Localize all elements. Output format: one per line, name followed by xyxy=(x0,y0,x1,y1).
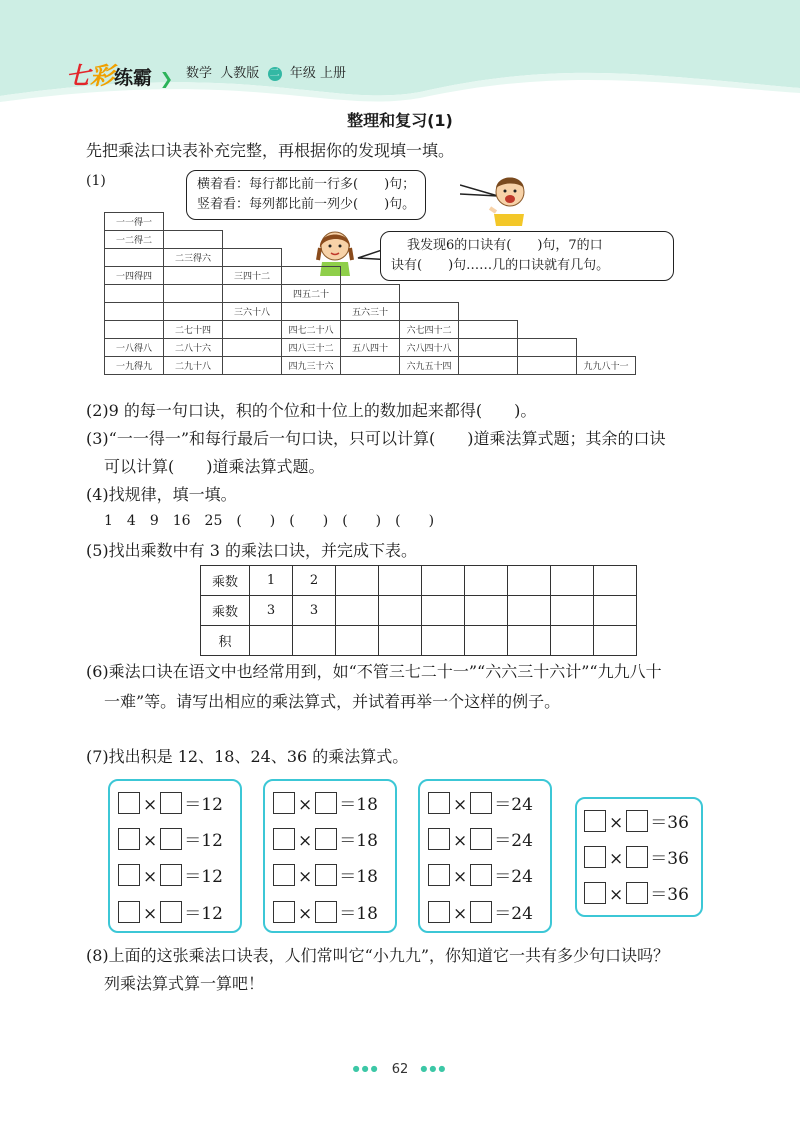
q5-label: (5)找出乘数中有 3 的乘法口诀，并完成下表。 xyxy=(86,541,418,560)
table-row xyxy=(105,285,636,303)
table-cell[interactable]: 二七十四 xyxy=(164,321,223,339)
q5-cell[interactable]: 3 xyxy=(250,596,293,626)
equation-result: ＝36 xyxy=(650,849,689,869)
table-cell[interactable]: 六八四十八 xyxy=(400,339,459,357)
table-cell[interactable] xyxy=(164,303,223,321)
q5-cell[interactable] xyxy=(379,566,422,596)
q5-cell[interactable] xyxy=(508,626,551,656)
times-sign: × xyxy=(298,831,313,851)
subject: 数学 xyxy=(186,66,213,81)
table-row xyxy=(105,321,636,339)
answer-box[interactable] xyxy=(118,864,140,886)
table-cell[interactable] xyxy=(223,321,282,339)
table-empty-space xyxy=(577,321,636,339)
table-empty-space xyxy=(577,267,636,285)
q7-label: (7)找出积是 12、18、24、36 的乘法算式。 xyxy=(86,747,409,766)
page-title: 整理和复习(1) xyxy=(347,111,453,130)
answer-box[interactable] xyxy=(626,846,648,868)
table-cell[interactable]: 五八四十 xyxy=(341,339,400,357)
table-cell[interactable]: 五六三十 xyxy=(341,303,400,321)
table-cell[interactable] xyxy=(341,357,400,375)
equation-result: ＝12 xyxy=(184,831,223,851)
table-empty-space xyxy=(518,285,577,303)
answer-box[interactable] xyxy=(160,828,182,850)
table-empty-space xyxy=(518,267,577,285)
times-sign: × xyxy=(453,867,468,887)
table-empty-space xyxy=(459,267,518,285)
intro-text: 先把乘法口诀表补充完整，再根据你的发现填一填。 xyxy=(86,141,455,160)
q5-cell[interactable] xyxy=(422,626,465,656)
header-background xyxy=(0,0,800,110)
q5-cell[interactable]: 2 xyxy=(293,566,336,596)
q5-row-header: 乘数 xyxy=(201,566,250,596)
table-row xyxy=(105,303,636,321)
multiplication-table-body xyxy=(105,213,636,375)
bubble2-line1: 我发现6的口诀有( )句，7的口 xyxy=(407,238,603,253)
answer-box[interactable] xyxy=(428,792,450,814)
q5-cell[interactable] xyxy=(551,626,594,656)
table-row xyxy=(105,213,636,231)
q5-cell[interactable] xyxy=(336,566,379,596)
table-cell[interactable] xyxy=(105,321,164,339)
brand-char-1: 七 xyxy=(66,62,90,90)
table-empty-space xyxy=(282,213,341,231)
equation-row xyxy=(273,862,378,887)
table-empty-space xyxy=(223,231,282,249)
table-cell[interactable]: 四八三十二 xyxy=(282,339,341,357)
table-cell[interactable] xyxy=(105,249,164,267)
table-cell[interactable]: 三四十二 xyxy=(223,267,282,285)
equation-result: ＝36 xyxy=(650,813,689,833)
times-sign: × xyxy=(453,831,468,851)
q5-cell[interactable] xyxy=(551,596,594,626)
times-sign: × xyxy=(453,904,468,924)
answer-box[interactable] xyxy=(584,882,606,904)
equation-result: ＝24 xyxy=(494,831,533,851)
equation-result: ＝18 xyxy=(339,867,378,887)
equation-result: ＝18 xyxy=(339,831,378,851)
equation-row xyxy=(428,826,533,851)
table-empty-space xyxy=(282,231,341,249)
answer-box[interactable] xyxy=(118,792,140,814)
q5-row-header: 乘数 xyxy=(201,596,250,626)
grade-text: 年级 上册 xyxy=(289,66,346,81)
answer-box[interactable] xyxy=(470,901,492,923)
times-sign: × xyxy=(143,904,158,924)
table-cell[interactable] xyxy=(223,339,282,357)
times-sign: × xyxy=(453,795,468,815)
table-cell[interactable] xyxy=(459,357,518,375)
table-cell[interactable] xyxy=(459,321,518,339)
table-row xyxy=(105,231,636,249)
table-empty-space xyxy=(223,213,282,231)
answer-box[interactable] xyxy=(626,882,648,904)
q4-label: (4)找规律，填一填。 xyxy=(86,485,237,504)
equation-row xyxy=(118,790,223,815)
equation-result: ＝24 xyxy=(494,795,533,815)
table-empty-space xyxy=(518,303,577,321)
table-empty-space xyxy=(577,231,636,249)
answer-box[interactable] xyxy=(160,792,182,814)
table-cell[interactable]: 二八十六 xyxy=(164,339,223,357)
table-empty-space xyxy=(577,339,636,357)
q5-cell[interactable] xyxy=(465,596,508,626)
q5-cell[interactable] xyxy=(551,566,594,596)
table-cell[interactable] xyxy=(459,339,518,357)
equation-row xyxy=(273,790,378,815)
table-cell[interactable] xyxy=(223,249,282,267)
table-cell[interactable]: 四七二十八 xyxy=(282,321,341,339)
equation-result: ＝18 xyxy=(339,904,378,924)
table-cell[interactable]: 一九得九 xyxy=(105,357,164,375)
table-empty-space xyxy=(459,285,518,303)
answer-box[interactable] xyxy=(584,846,606,868)
equation-row xyxy=(118,826,223,851)
table-empty-space xyxy=(400,267,459,285)
dots-right-icon: ●●● xyxy=(420,1064,448,1073)
times-sign: × xyxy=(609,885,624,905)
table-row xyxy=(105,357,636,375)
equation-result: ＝36 xyxy=(650,885,689,905)
table-cell[interactable] xyxy=(223,357,282,375)
table-empty-space xyxy=(577,249,636,267)
q8-line2: 列乘法算式算一算吧！ xyxy=(104,974,265,993)
equation-row xyxy=(118,862,223,887)
table-empty-space xyxy=(459,303,518,321)
q5-row-header: 积 xyxy=(201,626,250,656)
q5-cell[interactable] xyxy=(508,566,551,596)
table-empty-space xyxy=(518,231,577,249)
table-empty-space xyxy=(400,249,459,267)
q5-row xyxy=(201,596,637,626)
table-cell[interactable] xyxy=(518,339,577,357)
table-row xyxy=(105,339,636,357)
answer-box[interactable] xyxy=(273,792,295,814)
table-empty-space xyxy=(459,249,518,267)
answer-box[interactable] xyxy=(470,792,492,814)
q5-cell[interactable] xyxy=(465,566,508,596)
q5-cell[interactable] xyxy=(250,626,293,656)
table-cell[interactable] xyxy=(341,321,400,339)
table-cell[interactable]: 三六十八 xyxy=(223,303,282,321)
times-sign: × xyxy=(298,795,313,815)
times-sign: × xyxy=(609,849,624,869)
times-sign: × xyxy=(143,867,158,887)
table-empty-space xyxy=(518,249,577,267)
equation-result: ＝24 xyxy=(494,867,533,887)
answer-box[interactable] xyxy=(118,828,140,850)
q5-table-body xyxy=(201,566,637,656)
table-row xyxy=(105,249,636,267)
table-empty-space xyxy=(518,213,577,231)
q5-cell[interactable] xyxy=(422,596,465,626)
bubble1-line2: 竖着看：每列都比前一列少( )句。 xyxy=(197,197,416,212)
q5-cell[interactable]: 1 xyxy=(250,566,293,596)
q5-cell[interactable] xyxy=(508,596,551,626)
table-empty-space xyxy=(341,249,400,267)
equation-result: ＝12 xyxy=(184,795,223,815)
table-cell[interactable] xyxy=(518,357,577,375)
table-cell[interactable]: 四九三十六 xyxy=(282,357,341,375)
table-empty-space xyxy=(518,321,577,339)
table-cell[interactable]: 二九十八 xyxy=(164,357,223,375)
equation-result: ＝24 xyxy=(494,904,533,924)
q5-cell[interactable]: 3 xyxy=(293,596,336,626)
times-sign: × xyxy=(143,795,158,815)
answer-box[interactable] xyxy=(160,864,182,886)
q5-cell[interactable] xyxy=(336,596,379,626)
equation-result: ＝12 xyxy=(184,867,223,887)
table-cell[interactable] xyxy=(223,285,282,303)
q8-line1: (8)上面的这张乘法口诀表，人们常叫它“小九九”，你知道它一共有多少句口诀吗？ xyxy=(86,946,670,965)
bubble2-line2: 诀有( )句……几的口诀就有几句。 xyxy=(391,258,610,273)
answer-box[interactable] xyxy=(470,864,492,886)
book-info xyxy=(186,62,346,81)
q5-cell[interactable] xyxy=(594,626,637,656)
grade-badge: 二 xyxy=(269,68,280,79)
brand-name: 练霸 xyxy=(114,67,153,89)
table-cell[interactable]: 一八得八 xyxy=(105,339,164,357)
table-empty-space xyxy=(282,249,341,267)
equation-row xyxy=(584,880,689,905)
q5-row xyxy=(201,566,637,596)
q3-line1: (3)“一一得一”和每行最后一句口诀，只可以计算( )道乘法算式题；其余的口诀 xyxy=(86,429,666,448)
answer-box[interactable] xyxy=(626,810,648,832)
q5-cell[interactable] xyxy=(465,626,508,656)
equation-row xyxy=(584,808,689,833)
table-cell[interactable]: 一二得二 xyxy=(105,231,164,249)
answer-box[interactable] xyxy=(118,901,140,923)
table-cell[interactable] xyxy=(282,267,341,285)
equation-row xyxy=(273,826,378,851)
times-sign: × xyxy=(298,904,313,924)
q2-text: (2)9 的每一句口诀，积的个位和十位上的数加起来都得( )。 xyxy=(86,401,537,420)
table-cell[interactable] xyxy=(105,285,164,303)
equation-result: ＝12 xyxy=(184,904,223,924)
brand-char-2: 彩 xyxy=(90,62,114,90)
table-empty-space xyxy=(341,213,400,231)
q5-table xyxy=(200,565,637,656)
q5-cell[interactable] xyxy=(379,596,422,626)
table-cell[interactable] xyxy=(282,303,341,321)
answer-box[interactable] xyxy=(584,810,606,832)
brand-logo xyxy=(66,56,173,91)
answer-box[interactable] xyxy=(428,828,450,850)
table-cell[interactable]: 一四得四 xyxy=(105,267,164,285)
table-cell[interactable]: 九九八十一 xyxy=(577,357,636,375)
table-empty-space xyxy=(577,303,636,321)
table-empty-space xyxy=(400,285,459,303)
q3-line2: 可以计算( )道乘法算式题。 xyxy=(104,457,325,476)
q5-cell[interactable] xyxy=(594,566,637,596)
answer-box[interactable] xyxy=(428,901,450,923)
table-empty-space xyxy=(164,213,223,231)
table-empty-space xyxy=(400,213,459,231)
times-sign: × xyxy=(143,831,158,851)
table-cell[interactable]: 六七四十二 xyxy=(400,321,459,339)
table-empty-space xyxy=(577,285,636,303)
equation-row xyxy=(428,862,533,887)
page-number: 62 xyxy=(391,1062,409,1077)
table-cell[interactable]: 四五二十 xyxy=(282,285,341,303)
table-cell[interactable] xyxy=(164,285,223,303)
table-empty-space xyxy=(400,231,459,249)
q5-cell[interactable] xyxy=(594,596,637,626)
answer-box[interactable] xyxy=(315,828,337,850)
q5-row xyxy=(201,626,637,656)
equation-row xyxy=(428,899,533,924)
answer-box[interactable] xyxy=(428,864,450,886)
q5-cell[interactable] xyxy=(422,566,465,596)
table-empty-space xyxy=(577,213,636,231)
q5-cell[interactable] xyxy=(379,626,422,656)
equation-result: ＝18 xyxy=(339,795,378,815)
edition: 人教版 xyxy=(220,66,260,81)
table-cell[interactable] xyxy=(400,303,459,321)
table-cell[interactable] xyxy=(164,267,223,285)
times-sign: × xyxy=(609,813,624,833)
chevron-right-icon: ❯ xyxy=(159,69,174,88)
table-empty-space xyxy=(459,231,518,249)
equation-row xyxy=(118,899,223,924)
table-empty-space xyxy=(341,267,400,285)
answer-box[interactable] xyxy=(315,901,337,923)
bubble1-line1: 横着看：每行都比前一行多( )句； xyxy=(197,177,416,192)
page-footer xyxy=(0,1062,800,1077)
table-cell[interactable]: 二三得六 xyxy=(164,249,223,267)
table-empty-space xyxy=(341,231,400,249)
q6-line1: (6)乘法口诀在语文中也经常用到，如“不管三七二十一”“六六三十六计”“九九八十 xyxy=(86,662,662,681)
times-sign: × xyxy=(298,867,313,887)
q5-cell[interactable] xyxy=(336,626,379,656)
equation-row xyxy=(584,844,689,869)
answer-box[interactable] xyxy=(315,792,337,814)
answer-box[interactable] xyxy=(160,901,182,923)
q4-sequence: 1 4 9 16 25 ( ) ( ) ( ) ( ) xyxy=(104,513,435,529)
table-cell[interactable] xyxy=(105,303,164,321)
answer-box[interactable] xyxy=(315,864,337,886)
table-cell[interactable] xyxy=(164,231,223,249)
table-row xyxy=(105,267,636,285)
equation-row xyxy=(428,790,533,815)
equation-row xyxy=(273,899,378,924)
answer-box[interactable] xyxy=(273,901,295,923)
table-empty-space xyxy=(459,213,518,231)
q1-label: (1) xyxy=(86,173,106,189)
answer-box[interactable] xyxy=(273,864,295,886)
answer-box[interactable] xyxy=(470,828,492,850)
q6-line2: 一难”等。请写出相应的乘法算式，并试着再举一个这样的例子。 xyxy=(104,692,561,711)
answer-box[interactable] xyxy=(273,828,295,850)
table-cell[interactable]: 一一得一 xyxy=(105,213,164,231)
table-cell[interactable] xyxy=(341,285,400,303)
table-cell[interactable]: 六九五十四 xyxy=(400,357,459,375)
q5-cell[interactable] xyxy=(293,626,336,656)
multiplication-table xyxy=(104,212,636,375)
dots-left-icon: ●●● xyxy=(352,1064,380,1073)
